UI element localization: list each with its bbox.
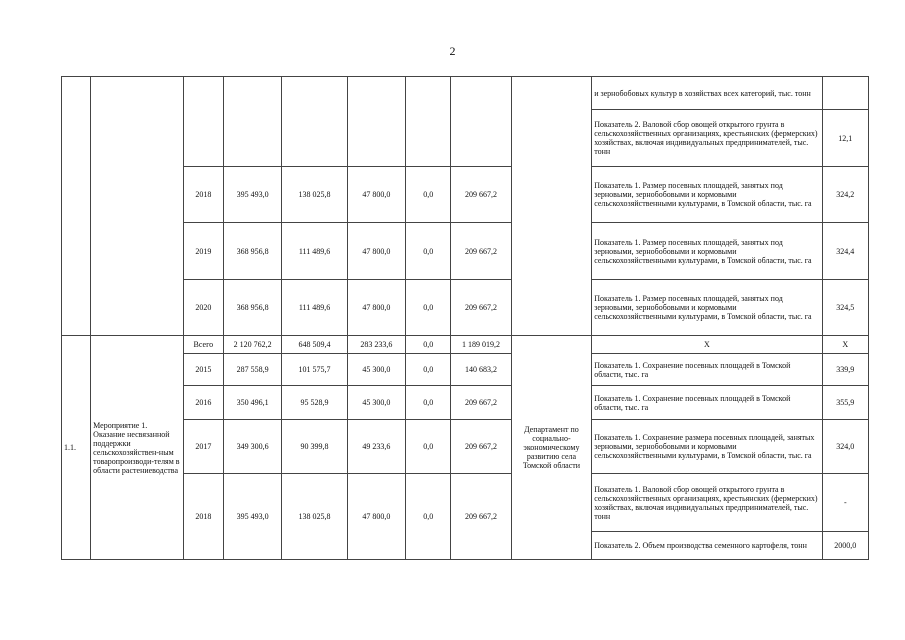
amount-cell: 209 667,2 [451, 386, 511, 420]
total-cell: 2 120 762,2 [223, 336, 281, 354]
year-cell: 2020 [183, 280, 223, 336]
year-cell: 2017 [183, 420, 223, 474]
measure-name: Мероприятие 1. Оказание несвязанной поддержки сельскохозяйствен-ным товаропроизводи-телям в области растениеводства [91, 336, 184, 560]
amount-cell: 49 233,6 [347, 420, 405, 474]
amount-cell: 0,0 [406, 420, 451, 474]
amount-cell: 1 189 019,2 [451, 336, 511, 354]
indicator-cell: Показатель 2. Валовой сбор овощей открытого грунта в сельскохозяйственных организациях, крестьянских (фермерских) хозяйствах, включая индивидуальных предпринимателей, тыс. тонн [592, 110, 822, 167]
amount-cell: 209 667,2 [451, 474, 511, 560]
amount-cell: 90 399,8 [282, 420, 347, 474]
year-cell: 2016 [183, 386, 223, 420]
indicator-cell: Показатель 1. Сохранение размера посевных площадей, занятых зерновыми, зернобобовыми и кормовыми сельскохозяйственными культурами, в Томской области, тыс. га [592, 420, 822, 474]
amount-cell: 209 667,2 [451, 223, 511, 280]
amount-cell: 47 800,0 [347, 223, 405, 280]
total-cell: 368 956,8 [223, 280, 281, 336]
amount-cell: 111 489,6 [282, 280, 347, 336]
table-row [62, 354, 869, 386]
table-row [62, 223, 869, 280]
amount-cell: 138 025,8 [282, 167, 347, 223]
indicator-cell: Показатель 1. Размер посевных площадей, занятых под зерновыми, зернобобовыми и кормовыми сельскохозяйственными культурами, в Томской области, тыс. га [592, 223, 822, 280]
amount-cell: 0,0 [406, 386, 451, 420]
amount-cell: 140 683,2 [451, 354, 511, 386]
table-row [62, 167, 869, 223]
department-cell: Департамент по социально-экономическому развитию села Томской области [511, 336, 591, 560]
amount-cell: 0,0 [406, 354, 451, 386]
year-cell: 2019 [183, 223, 223, 280]
amount-cell: 0,0 [406, 280, 451, 336]
amount-cell: 47 800,0 [347, 474, 405, 560]
measure-number: 1.1. [62, 336, 91, 560]
amount-cell: 209 667,2 [451, 280, 511, 336]
amount-cell: 47 800,0 [347, 280, 405, 336]
amount-cell: 0,0 [406, 223, 451, 280]
indicator-cell: Показатель 1. Размер посевных площадей, занятых под зерновыми, зернобобовыми и кормовыми сельскохозяйственными культурами, в Томской области, тыс. га [592, 280, 822, 336]
total-cell: 368 956,8 [223, 223, 281, 280]
total-cell: 395 493,0 [223, 474, 281, 560]
amount-cell: 45 300,0 [347, 354, 405, 386]
indicator-value: 324,0 [822, 420, 868, 474]
amount-cell: 209 667,2 [451, 420, 511, 474]
table-row [62, 386, 869, 420]
indicator-cell: Показатель 1. Валовой сбор овощей открытого грунта в сельскохозяйственных организациях, крестьянских (фермерских) хозяйствах, включая индивидуальных предпринимателей, тыс. тонн [592, 474, 822, 532]
amount-cell: 0,0 [406, 474, 451, 560]
amount-cell: 0,0 [406, 167, 451, 223]
indicator-cell: и зернобобовых культур в хозяйствах всех категорий, тыс. тонн [592, 77, 822, 110]
indicator-cell: X [592, 336, 822, 354]
year-cell: 2015 [183, 354, 223, 386]
indicator-value: 339,9 [822, 354, 868, 386]
indicator-value: 324,5 [822, 280, 868, 336]
amount-cell: 101 575,7 [282, 354, 347, 386]
amount-cell: 209 667,2 [451, 167, 511, 223]
amount-cell: 47 800,0 [347, 167, 405, 223]
total-cell: 395 493,0 [223, 167, 281, 223]
indicator-value: 12,1 [822, 110, 868, 167]
indicator-cell: Показатель 1. Размер посевных площадей, занятых под зерновыми, зернобобовыми и кормовыми сельскохозяйственными культурами, в Томской области, тыс. га [592, 167, 822, 223]
indicator-cell: Показатель 1. Сохранение посевных площадей в Томской области, тыс. га [592, 386, 822, 420]
total-cell: 350 496,1 [223, 386, 281, 420]
amount-cell: 283 233,6 [347, 336, 405, 354]
amount-cell: 45 300,0 [347, 386, 405, 420]
amount-cell: 95 528,9 [282, 386, 347, 420]
amount-cell: 138 025,8 [282, 474, 347, 560]
total-cell: 287 558,9 [223, 354, 281, 386]
indicator-value: 324,2 [822, 167, 868, 223]
indicator-value: - [822, 474, 868, 532]
amount-cell: 0,0 [406, 336, 451, 354]
indicator-value: 324,4 [822, 223, 868, 280]
year-cell: 2018 [183, 474, 223, 560]
table-row [62, 474, 869, 532]
total-label: Всего [183, 336, 223, 354]
table-row [62, 77, 869, 110]
year-cell: 2018 [183, 167, 223, 223]
indicator-value: X [822, 336, 868, 354]
program-table [61, 76, 869, 560]
table-row [62, 420, 869, 474]
indicator-cell: Показатель 2. Объем производства семенного картофеля, тонн [592, 532, 822, 560]
amount-cell: 648 509,4 [282, 336, 347, 354]
page-number: 2 [449, 44, 456, 58]
indicator-value [822, 77, 868, 110]
indicator-value: 2000,0 [822, 532, 868, 560]
indicator-value: 355,9 [822, 386, 868, 420]
table-row [62, 336, 869, 354]
table-row [62, 280, 869, 336]
total-cell: 349 300,6 [223, 420, 281, 474]
indicator-cell: Показатель 1. Сохранение посевных площадей в Томской области, тыс. га [592, 354, 822, 386]
amount-cell: 111 489,6 [282, 223, 347, 280]
